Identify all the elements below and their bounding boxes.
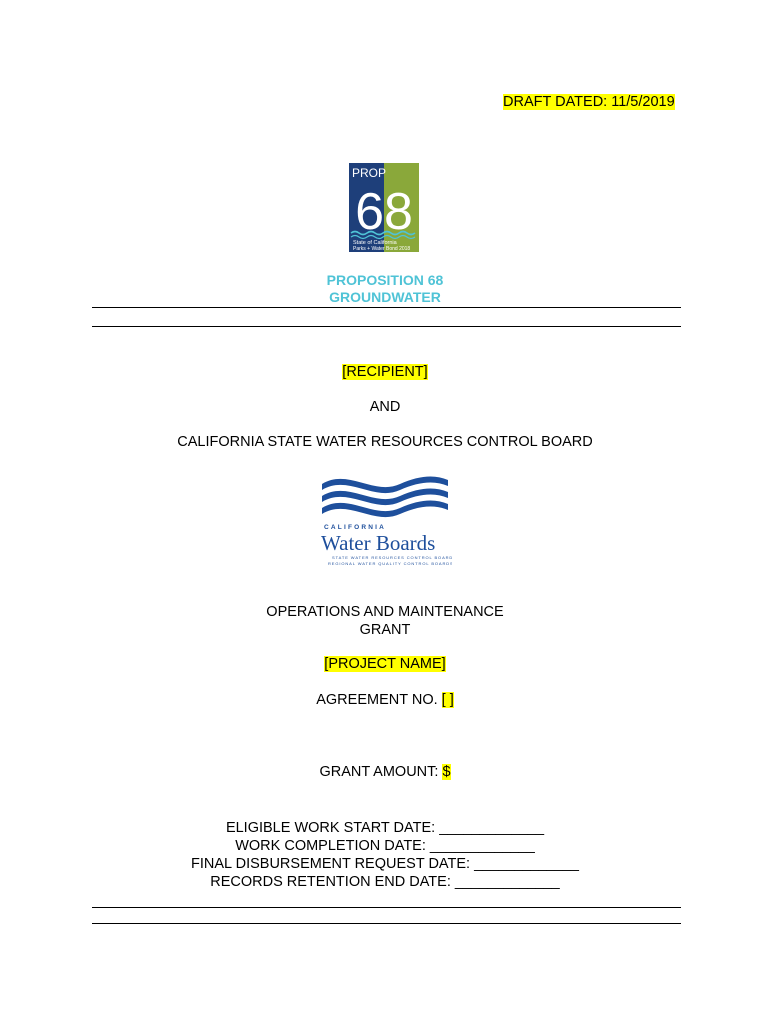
divider-rule: [92, 307, 681, 308]
prop-logo-line2: Parks + Water Bond 2018: [353, 246, 411, 252]
records-retention-end-date: [0, 873, 770, 891]
key-dates: [0, 819, 770, 891]
proposition-title: [0, 272, 770, 306]
agreement-number-line: [0, 692, 770, 709]
eligible-work-start-date: [0, 819, 770, 837]
divider-rule: [92, 326, 681, 327]
grant-type-line-1: OPERATIONS AND MAINTENANCE: [266, 604, 504, 620]
grant-type-line-2: GRANT: [359, 622, 411, 638]
work-completion-date: [0, 837, 770, 855]
board-name: CALIFORNIA STATE WATER RESOURCES CONTROL BOARD: [177, 434, 593, 450]
records-retention-label: RECORDS RETENTION END DATE:: [210, 874, 451, 890]
divider-rule: [92, 923, 681, 924]
grant-amount-line: [0, 764, 770, 781]
prop-68-logo: [349, 163, 419, 252]
project-name-placeholder: [PROJECT NAME]: [324, 656, 446, 672]
and-text: AND: [369, 399, 401, 415]
prop-logo-number: 68: [355, 183, 413, 241]
divider-rule: [92, 907, 681, 908]
prop-logo-prop-text: PROP: [352, 166, 387, 180]
recipient-line: [0, 364, 770, 381]
draft-date: DRAFT DATED: 11/5/2019: [503, 94, 675, 110]
final-disbursement-label: FINAL DISBURSEMENT REQUEST DATE:: [191, 856, 471, 872]
wb-logo-state: CALIFORNIA: [324, 524, 387, 531]
grant-amount-field[interactable]: $: [442, 764, 451, 780]
wb-logo-sub1: STATE WATER RESOURCES CONTROL BOARD: [332, 555, 452, 560]
completion-date-label: WORK COMPLETION DATE:: [235, 838, 426, 854]
records-retention-field[interactable]: _____________: [454, 874, 560, 890]
water-boards-logo: [318, 472, 452, 568]
grant-amount-label: GRANT AMOUNT:: [319, 764, 439, 780]
wb-logo-sub2: REGIONAL WATER QUALITY CONTROL BOARDS: [328, 561, 452, 566]
recipient-placeholder: [RECIPIENT]: [342, 364, 428, 380]
final-disbursement-field[interactable]: _____________: [474, 856, 579, 872]
agreement-number-field[interactable]: [ ]: [441, 692, 454, 708]
grant-type: [0, 603, 770, 639]
start-date-label: ELIGIBLE WORK START DATE:: [225, 820, 436, 836]
title-line-1: PROPOSITION 68: [326, 272, 444, 288]
start-date-field[interactable]: _____________: [439, 820, 545, 836]
prop-logo-line1: State of California: [353, 240, 397, 246]
wb-logo-name: Water Boards: [321, 531, 436, 555]
final-disbursement-request-date: [0, 855, 770, 873]
title-line-2: GROUNDWATER: [329, 289, 441, 305]
completion-date-field[interactable]: _____________: [429, 838, 535, 854]
agreement-label: AGREEMENT NO.: [316, 692, 438, 708]
project-name-line: [0, 656, 770, 673]
